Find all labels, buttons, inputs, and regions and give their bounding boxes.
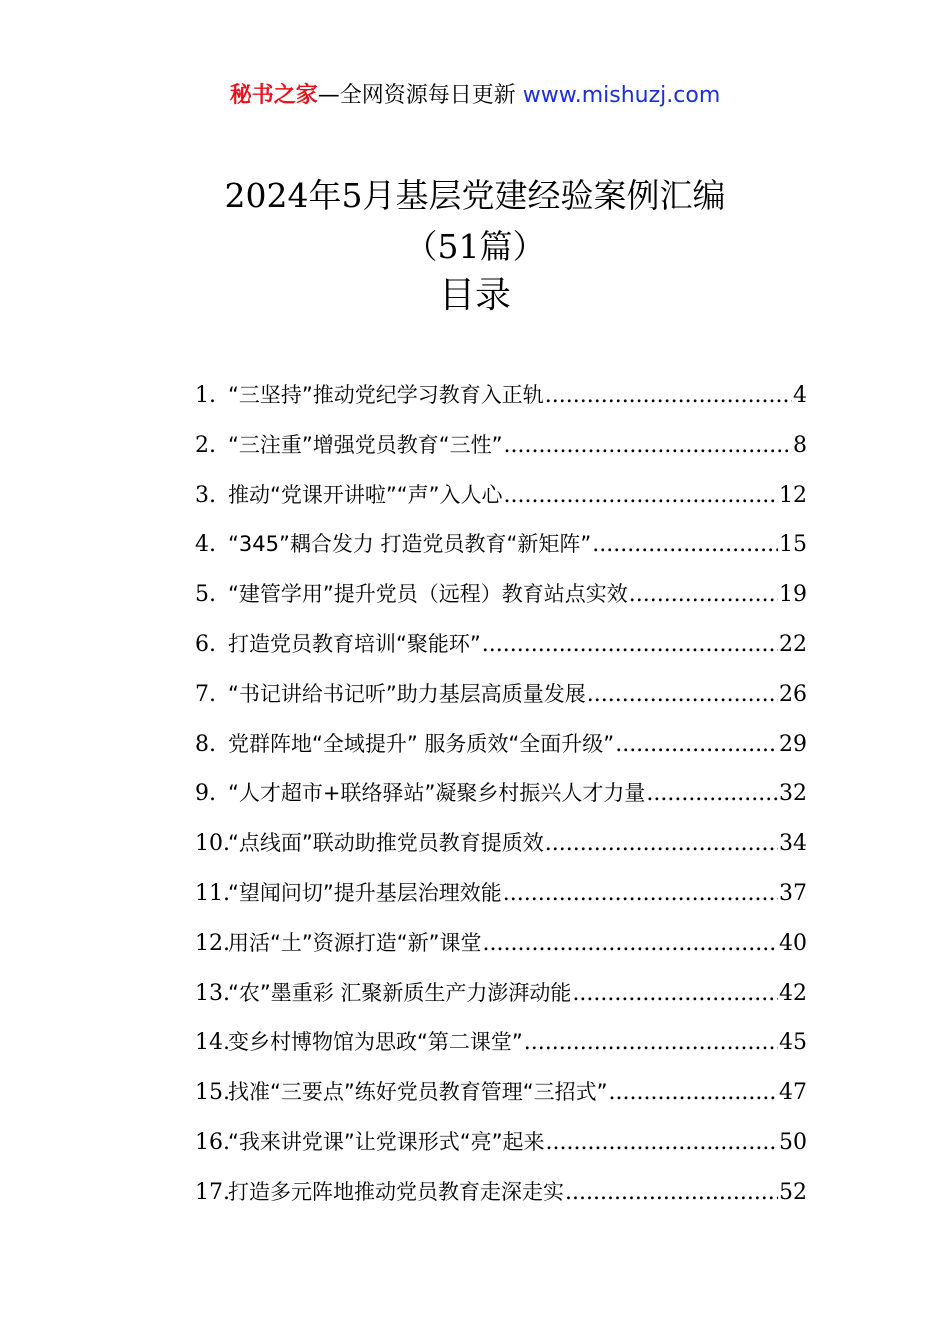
- toc-entry-title: 找准“三要点”练好党员教育管理“三招式”: [228, 1080, 608, 1105]
- toc-entry[interactable]: [195, 620, 807, 670]
- toc-leader-dots: [587, 670, 778, 720]
- toc-leader-dots: [615, 720, 778, 770]
- toc-entry-page: 22: [779, 631, 807, 657]
- toc-entry-number: 6.: [195, 631, 216, 657]
- toc-entry[interactable]: [195, 1018, 807, 1068]
- toc-entry-number: 10.: [195, 831, 230, 857]
- toc-entry-page: 19: [779, 582, 807, 608]
- toc-entry-number: 4.: [195, 532, 216, 558]
- brand-name: 秘书之家: [229, 83, 318, 108]
- toc-entry-number: 2.: [195, 432, 216, 458]
- toc-entry-title: 打造党员教育培训“聚能环”: [228, 631, 481, 656]
- toc-entry-page: 15: [779, 532, 807, 558]
- toc-entry-number: 12.: [195, 930, 230, 956]
- toc-entry-page: 45: [779, 1030, 807, 1056]
- toc-entry[interactable]: [195, 720, 807, 770]
- toc-leader-dots: [482, 620, 778, 670]
- toc-entry-title: “三注重”增强党员教育“三性”: [228, 432, 503, 457]
- toc-leader-dots: [629, 570, 778, 620]
- toc-entry-title: 用活“土”资源打造“新”课堂: [228, 930, 482, 955]
- toc-leader-dots: [572, 969, 778, 1019]
- toc-entry[interactable]: [195, 421, 807, 471]
- toc-entry-page: 47: [779, 1080, 807, 1106]
- toc-entry-number: 17.: [195, 1179, 230, 1205]
- toc-entry-title: 党群阵地“全域提升” 服务质效“全面升级”: [228, 731, 615, 756]
- toc-entry-number: 1.: [195, 383, 216, 408]
- toc-entry-page: 42: [779, 980, 807, 1006]
- toc-leader-dots: [503, 869, 778, 919]
- toc-entry[interactable]: [195, 1068, 807, 1118]
- toc-entry-title: 推动“党课开讲啦”“声”入人心: [228, 482, 503, 507]
- toc-entry[interactable]: [195, 869, 807, 919]
- toc-entry-number: 7.: [195, 681, 216, 707]
- toc-entry-number: 15.: [195, 1080, 230, 1106]
- toc-entry[interactable]: [195, 919, 807, 969]
- toc-entry-title: “三坚持”推动党纪学习教育入正轨: [228, 383, 544, 407]
- toc-entry-number: 9.: [195, 781, 216, 807]
- toc-leader-dots: [504, 421, 792, 471]
- document-title: 2024年5月基层党建经验案例汇编: [224, 176, 726, 215]
- toc-entry-page: 50: [779, 1129, 807, 1155]
- toc-entry[interactable]: [195, 969, 807, 1019]
- toc-heading: 目录: [438, 275, 511, 316]
- document-subtitle: （51篇）: [404, 227, 546, 266]
- toc-entry[interactable]: [195, 1168, 807, 1218]
- toc-entry-page: 52: [779, 1179, 807, 1205]
- toc-entry-page: 40: [779, 930, 807, 956]
- toc-entry-page: 4: [793, 383, 807, 408]
- toc-entry-page: 32: [779, 781, 807, 807]
- toc-entry[interactable]: [195, 670, 807, 720]
- toc-entry-page: 37: [779, 880, 807, 906]
- toc-leader-dots: [592, 520, 778, 570]
- toc-entry-title: 变乡村博物馆为思政“第二课堂”: [228, 1030, 523, 1055]
- toc-entry-title: “点线面”联动助推党员教育提质效: [228, 831, 544, 856]
- toc-entry-number: 16.: [195, 1129, 230, 1155]
- site-link[interactable]: www.mishuzj.com: [522, 83, 721, 108]
- toc-entry-number: 3.: [195, 482, 216, 508]
- toc-leader-dots: [483, 919, 778, 969]
- toc-leader-dots: [524, 1018, 778, 1068]
- slogan: —全网资源每日更新: [317, 83, 523, 108]
- toc-entry-title: 打造多元阵地推动党员教育走深走实: [228, 1179, 564, 1204]
- table-of-contents: [195, 371, 807, 1218]
- toc-entry[interactable]: [195, 371, 807, 421]
- toc-entry[interactable]: [195, 1118, 807, 1168]
- toc-leader-dots: [609, 1068, 778, 1118]
- toc-entry-title: “345”耦合发力 打造党员教育“新矩阵”: [228, 532, 592, 557]
- toc-entry-title: “我来讲党课”让党课形式“亮”起来: [228, 1129, 545, 1154]
- toc-entry-page: 8: [793, 432, 807, 458]
- toc-leader-dots: [546, 1118, 778, 1168]
- toc-entry[interactable]: [195, 769, 807, 819]
- toc-entry-title: “望闻问切”提升基层治理效能: [228, 880, 502, 905]
- toc-entry-title: “书记讲给书记听”助力基层高质量发展: [228, 681, 586, 706]
- toc-entry-title: “人才超市+联络驿站”凝聚乡村振兴人才力量: [228, 781, 646, 806]
- toc-entry[interactable]: [195, 819, 807, 869]
- toc-entry-number: 11.: [195, 880, 230, 906]
- toc-entry-title: “农”墨重彩 汇聚新质生产力澎湃动能: [228, 980, 572, 1005]
- site-header: [0, 80, 950, 112]
- toc-entry-page: 29: [779, 731, 807, 757]
- toc-entry-number: 14.: [195, 1030, 230, 1056]
- toc-leader-dots: [545, 819, 778, 869]
- toc-entry-page: 34: [779, 831, 807, 857]
- toc-leader-dots: [646, 769, 778, 819]
- toc-entry[interactable]: [195, 520, 807, 570]
- toc-entry[interactable]: [195, 471, 807, 521]
- toc-entry-number: 5.: [195, 582, 216, 608]
- toc-entry-number: 8.: [195, 731, 216, 757]
- toc-entry-page: 26: [779, 681, 807, 707]
- toc-entry-title: “建管学用”提升党员（远程）教育站点实效: [228, 582, 628, 607]
- toc-leader-dots: [545, 371, 792, 421]
- toc-entry[interactable]: [195, 570, 807, 620]
- toc-entry-page: 12: [779, 482, 807, 508]
- toc-entry-number: 13.: [195, 980, 230, 1006]
- toc-leader-dots: [504, 471, 778, 521]
- toc-leader-dots: [565, 1168, 778, 1218]
